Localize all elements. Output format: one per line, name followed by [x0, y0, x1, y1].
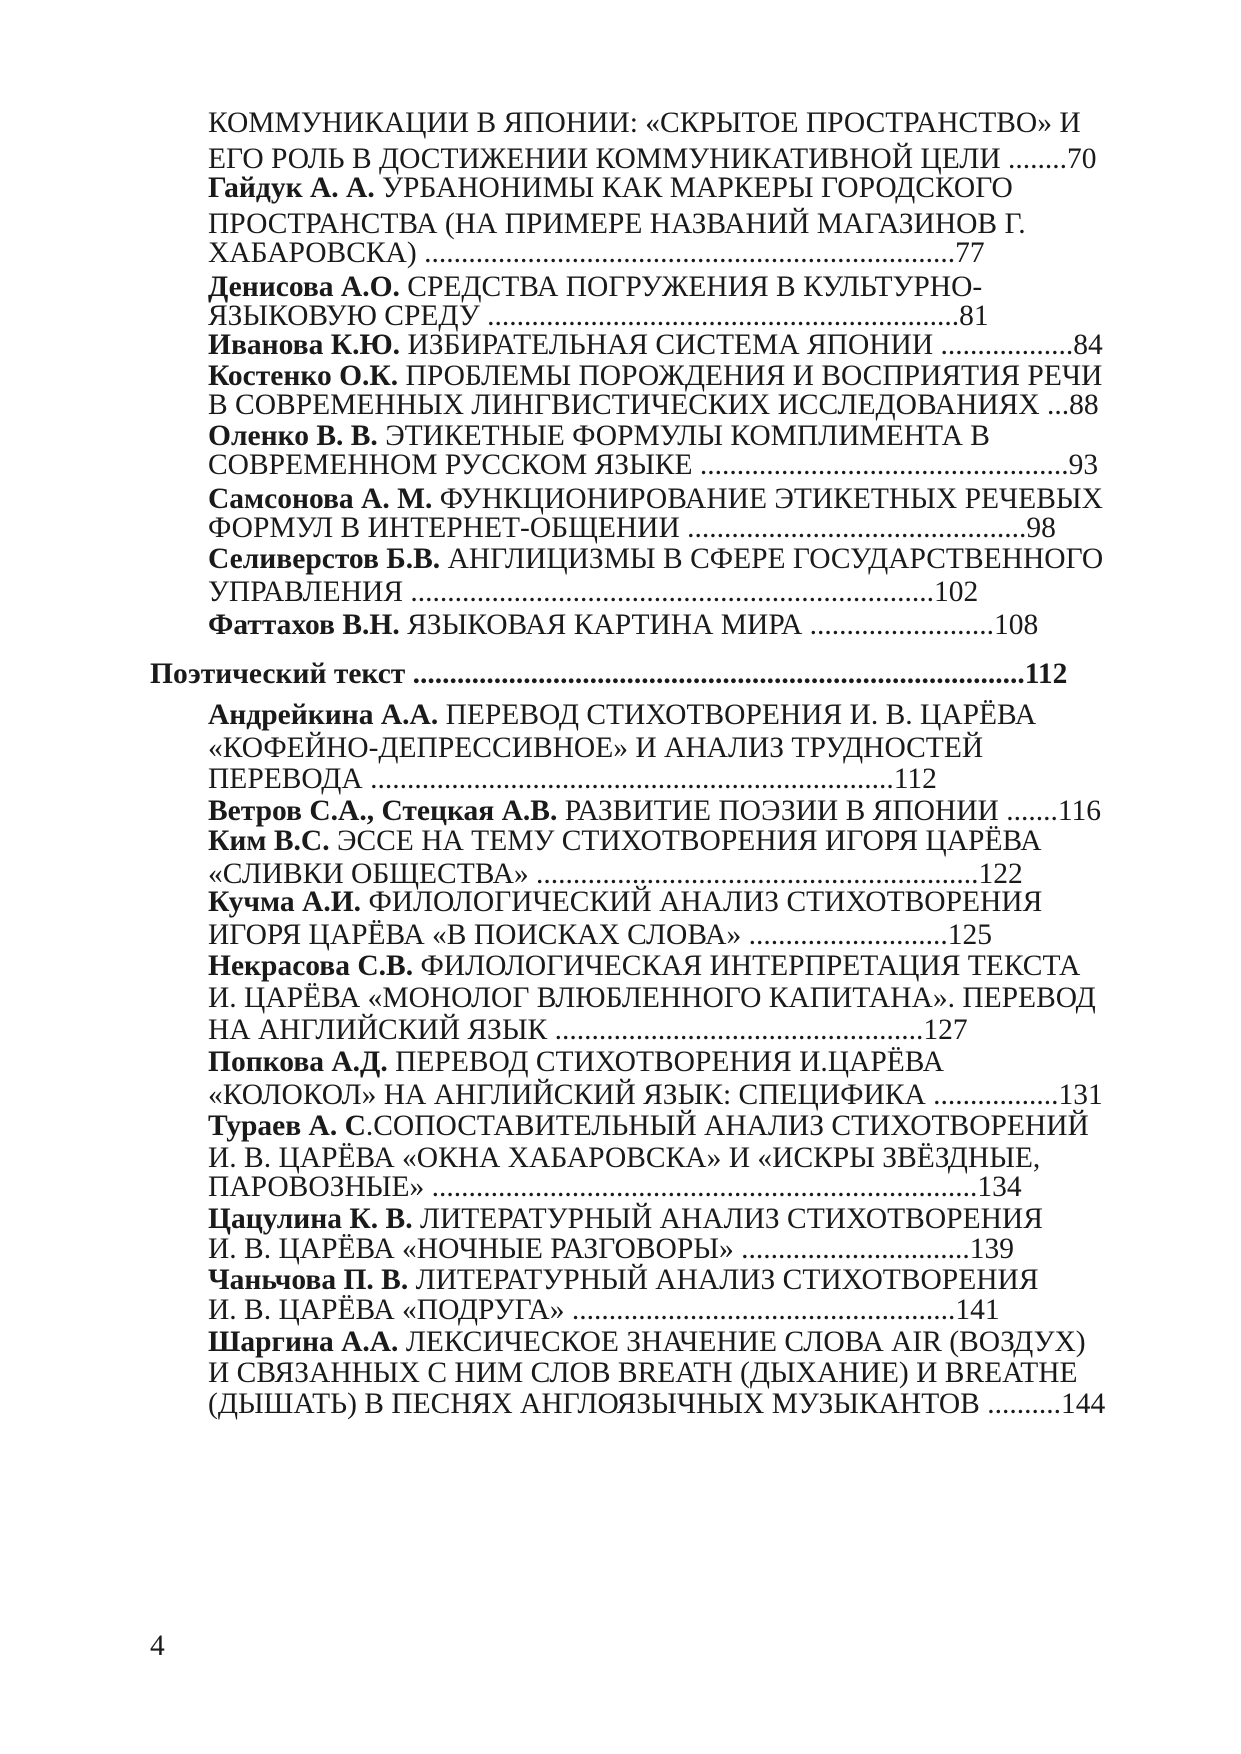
toc-title: ФОРМУЛ В ИНТЕРНЕТ-ОБЩЕНИИ ..............................................98 — [208, 512, 1056, 544]
toc-line — [208, 697, 1036, 733]
toc-title: И. ЦАРЁВА «МОНОЛОГ ВЛЮБЛЕННОГО КАПИТАНА». ПЕРЕВОД — [208, 982, 1096, 1014]
toc-line — [208, 1108, 1089, 1144]
toc-author: Ветров С.А., Стецкая А.В. — [208, 795, 558, 827]
toc-author: Шаргина А.А. — [208, 1326, 399, 1358]
toc-title: ПЕРЕВОД СТИХОТВОРЕНИЯ И.ЦАРЁВА — [387, 1046, 944, 1078]
toc-title: РАЗВИТИЕ ПОЭЗИИ В ЯПОНИИ .......116 — [557, 795, 1101, 827]
toc-line — [208, 235, 985, 271]
toc-title: И СВЯЗАННЫХ С НИМ СЛОВ BREATH (ДЫХАНИЕ) И BREATHE — [208, 1357, 1078, 1389]
toc-line — [208, 1386, 1105, 1422]
toc-title: ЭССЕ НА ТЕМУ СТИХОТВОРЕНИЯ ИГОРЯ ЦАРЁВА — [329, 825, 1042, 857]
toc-line — [208, 823, 1042, 859]
toc-author: Иванова К.Ю. — [208, 329, 401, 361]
toc-title: СРЕДСТВА ПОГРУЖЕНИЯ В КУЛЬТУРНО- — [399, 271, 983, 303]
toc-title: И. В. ЦАРЁВА «ОКНА ХАБАРОВСКА» И «ИСКРЫ ЗВЁЗДНЫЕ, — [208, 1142, 1041, 1174]
toc-title: «КОЛОКОЛ» НА АНГЛИЙСКИЙ ЯЗЫК: СПЕЦИФИКА .................131 — [208, 1079, 1103, 1111]
toc-author: Чаньчова П. В. — [208, 1264, 409, 1296]
toc-title: ЭТИКЕТНЫЕ ФОРМУЛЫ КОМПЛИМЕНТА В — [377, 420, 990, 452]
toc-author: Денисова А.О. — [208, 271, 400, 303]
toc-title: ПЕРЕВОДА .......................................................................112 — [208, 763, 937, 795]
toc-author: Некрасова С.В. — [208, 950, 414, 982]
toc-author: Цацулина К. В. — [208, 1203, 413, 1235]
toc-line — [208, 1292, 1000, 1328]
toc-line — [208, 1044, 944, 1080]
toc-title: «КОФЕЙНО-ДЕПРЕССИВНОЕ» И АНАЛИЗ ТРУДНОСТЕЙ — [208, 732, 984, 764]
toc-title: ХАБАРОВСКА) ........................................................................77 — [208, 237, 985, 269]
toc-author: Самсонова А. М. — [208, 483, 433, 515]
toc-line — [208, 170, 1013, 206]
toc-title: ФИЛОЛОГИЧЕСКАЯ ИНТЕРПРЕТАЦИЯ ТЕКСТА — [413, 950, 1081, 982]
toc-line — [208, 1012, 968, 1048]
toc-title: В СОВРЕМЕННЫХ ЛИНГВИСТИЧЕСКИХ ИССЛЕДОВАНИЯХ ...88 — [208, 389, 1099, 421]
toc-title: УРБАНОНИМЫ КАК МАРКЕРЫ ГОРОДСКОГО — [374, 172, 1013, 204]
toc-title: КОММУНИКАЦИИ В ЯПОНИИ: «СКРЫТОЕ ПРОСТРАНСТВО» И — [208, 107, 1081, 139]
toc-title: ИГОРЯ ЦАРЁВА «В ПОИСКАХ СЛОВА» ...........................125 — [208, 919, 992, 951]
section-heading: Поэтический текст ...................................................................................112 — [150, 658, 1068, 690]
toc-line — [208, 884, 1042, 920]
toc-title: И. В. ЦАРЁВА «НОЧНЫЕ РАЗГОВОРЫ» ...............................139 — [208, 1233, 1014, 1265]
toc-line — [208, 447, 1098, 483]
toc-title: .СОПОСТАВИТЕЛЬНЫЙ АНАЛИЗ СТИХОТВОРЕНИЙ — [365, 1110, 1089, 1142]
toc-title: ПАРОВОЗНЫЕ» ..........................................................................134 — [208, 1171, 1022, 1203]
toc-author: Костенко О.К. — [208, 360, 399, 392]
toc-author: Попкова А.Д. — [208, 1046, 388, 1078]
toc-line — [208, 761, 937, 797]
toc-line — [208, 948, 1080, 984]
toc-title: И. В. ЦАРЁВА «ПОДРУГА» ....................................................141 — [208, 1294, 1000, 1326]
toc-line — [208, 574, 978, 610]
toc-title: ЕГО РОЛЬ В ДОСТИЖЕНИИ КОММУНИКАТИВНОЙ ЦЕЛИ ........70 — [208, 143, 1097, 175]
toc-title: ПЕРЕВОД СТИХОТВОРЕНИЯ И. В. ЦАРЁВА — [438, 699, 1037, 731]
toc-author: Ким В.С. — [208, 825, 330, 857]
toc-title: ЛЕКСИЧЕСКОЕ ЗНАЧЕНИЕ СЛОВА AIR (ВОЗДУХ) — [398, 1326, 1086, 1358]
toc-author: Андрейкина А.А. — [208, 699, 439, 731]
toc-line — [208, 980, 1096, 1016]
toc-title: (ДЫШАТЬ) В ПЕСНЯХ АНГЛОЯЗЫЧНЫХ МУЗЫКАНТОВ ..........144 — [208, 1388, 1106, 1420]
toc-line — [208, 105, 1081, 141]
toc-line — [208, 541, 1103, 577]
toc-title: ФИЛОЛОГИЧЕСКИЙ АНАЛИЗ СТИХОТВОРЕНИЯ — [361, 886, 1043, 918]
toc-title: ФУНКЦИОНИРОВАНИЕ ЭТИКЕТНЫХ РЕЧЕВЫХ — [432, 483, 1103, 515]
toc-author: Гайдук А. А. — [208, 172, 375, 204]
toc-author: Оленко В. В. — [208, 420, 378, 452]
toc-title: НА АНГЛИЙСКИЙ ЯЗЫК ..................................................127 — [208, 1014, 968, 1046]
toc-title: ЯЗЫКОВАЯ КАРТИНА МИРА .........................108 — [399, 609, 1039, 641]
toc-title: ИЗБИРАТЕЛЬНАЯ СИСТЕМА ЯПОНИИ ..................84 — [400, 329, 1103, 361]
toc-title: СОВРЕМЕННОМ РУССКОМ ЯЗЫКЕ ..................................................93 — [208, 449, 1099, 481]
toc-author: Фаттахов В.Н. — [208, 609, 400, 641]
toc-author: Кучма А.И. — [208, 886, 362, 918]
toc-title: ПРОСТРАНСТВА (НА ПРИМЕРЕ НАЗВАНИЙ МАГАЗИНОВ Г. — [208, 208, 1026, 240]
toc-title: ЛИТЕРАТУРНЫЙ АНАЛИЗ СТИХОТВОРЕНИЯ — [412, 1203, 1043, 1235]
toc-title: ЛИТЕРАТУРНЫЙ АНАЛИЗ СТИХОТВОРЕНИЯ — [408, 1264, 1039, 1296]
page-number: 4 — [150, 1630, 165, 1662]
toc-title: ЯЗЫКОВУЮ СРЕДУ ................................................................81 — [208, 300, 989, 332]
toc-author: Тураев А. С — [208, 1110, 366, 1142]
toc-author: Селиверстов Б.В. — [208, 543, 441, 575]
toc-title: «СЛИВКИ ОБЩЕСТВА» ............................................................122 — [208, 858, 1023, 890]
toc-title: ПРОБЛЕМЫ ПОРОЖДЕНИЯ И ВОСПРИЯТИЯ РЕЧИ — [398, 360, 1103, 392]
toc-title: УПРАВЛЕНИЯ .......................................................................102 — [208, 576, 979, 608]
toc-title: АНГЛИЦИЗМЫ В СФЕРЕ ГОСУДАРСТВЕННОГО — [440, 543, 1104, 575]
toc-line — [208, 1169, 1022, 1205]
toc-line — [208, 607, 1038, 643]
